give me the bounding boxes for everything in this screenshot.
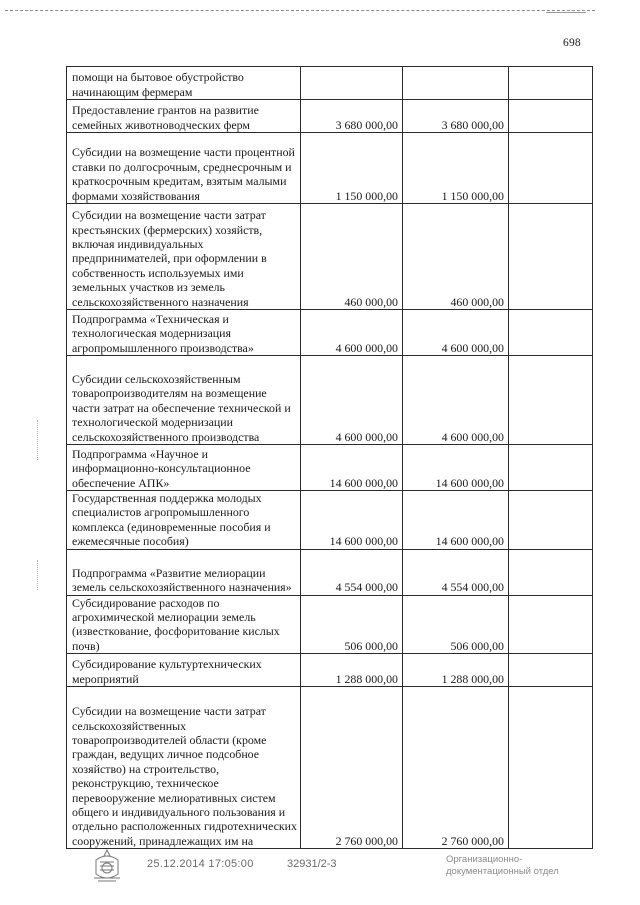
row-name: Подпрограмма «Научное и информационно-консультационное обеспечение АПК» bbox=[72, 446, 251, 490]
emblem-icon bbox=[90, 848, 124, 884]
row-name: Государственная поддержка молодых специалистов агропромышленного комплекса (единовременные пособия и ежемесячные пособия) bbox=[72, 491, 271, 549]
row-value-planned: 14 600 000,00 bbox=[301, 445, 403, 491]
row-empty-cell bbox=[509, 549, 593, 595]
row-value-planned: 1 288 000,00 bbox=[301, 654, 403, 687]
row-name-cell bbox=[67, 67, 301, 100]
row-empty-cell bbox=[509, 445, 593, 491]
row-name: Субсидии на возмещение части затрат крестьянских (фермерских) хозяйств, включая индивидуальных предпринимателей, при оформлении в собственность используемых ими земельных участков из земель сельскохозяйственного назначения bbox=[72, 208, 267, 309]
footer-department-stamp: Организационно-документационный отдел bbox=[446, 854, 559, 877]
row-value-planned: 14 600 000,00 bbox=[301, 491, 403, 550]
table-row bbox=[67, 67, 593, 100]
row-name: Предоставление грантов на развитие семейных животноводческих ферм bbox=[72, 103, 259, 132]
row-name-cell bbox=[67, 595, 301, 654]
row-empty-cell bbox=[509, 133, 593, 204]
page-number: 698 bbox=[563, 37, 581, 49]
row-name-cell bbox=[67, 491, 301, 550]
row-name-cell bbox=[67, 100, 301, 133]
row-name: Подпрограмма «Техническая и технологическая модернизация агропромышленного производства» bbox=[72, 311, 254, 355]
row-value-approved: 3 680 000,00 bbox=[403, 100, 509, 133]
row-name-cell bbox=[67, 549, 301, 595]
top-scribble-mark bbox=[546, 2, 590, 13]
budget-table bbox=[66, 66, 593, 849]
table-row bbox=[67, 356, 593, 445]
row-name: Субсидирование расходов по агрохимической мелиорации земель (известкование, фосфоритование кислых почв) bbox=[72, 595, 280, 653]
row-empty-cell bbox=[509, 356, 593, 445]
table-row bbox=[67, 549, 593, 595]
row-value-planned: 460 000,00 bbox=[301, 204, 403, 310]
row-name: Субсидии на возмещение части процентной ставки по долгосрочным, среднесрочным и краткосрочным кредитам, взятым малыми формами хозяйствования bbox=[72, 145, 295, 203]
row-empty-cell bbox=[509, 687, 593, 849]
row-value-planned: 2 760 000,00 bbox=[301, 687, 403, 849]
table-row bbox=[67, 491, 593, 550]
table-row bbox=[67, 133, 593, 204]
row-value-approved: 460 000,00 bbox=[403, 204, 509, 310]
row-empty-cell bbox=[509, 491, 593, 550]
margin-mark bbox=[37, 560, 38, 590]
row-name: помощи на бытовое обустройство начинающим фермерам bbox=[72, 70, 244, 99]
row-name-cell bbox=[67, 687, 301, 849]
table-row bbox=[67, 100, 593, 133]
row-value-approved: 506 000,00 bbox=[403, 595, 509, 654]
row-value-planned bbox=[301, 67, 403, 100]
footer-datetime: 25.12.2014 17:05:00 bbox=[147, 858, 254, 870]
row-name-cell bbox=[67, 356, 301, 445]
row-name-cell bbox=[67, 133, 301, 204]
row-value-planned: 4 600 000,00 bbox=[301, 310, 403, 356]
row-name: Подпрограмма «Развитие мелиорации земель сельскохозяйственного назначения» bbox=[72, 565, 292, 595]
row-value-planned: 3 680 000,00 bbox=[301, 100, 403, 133]
row-value-approved: 14 600 000,00 bbox=[403, 491, 509, 550]
row-name: Субсидии на возмещение части затрат сельскохозяйственных товаропроизводителей области (кроме граждан, ведущих личное подсобное хозяйство) на строительство, реконструкцию, техническое перевооружение мелиоративных систем общего и индивидуального пользования и отдельно расположенных гидротехнических сооружений, принадлежащих им на bbox=[72, 704, 297, 848]
row-name-cell bbox=[67, 654, 301, 687]
row-name-cell bbox=[67, 445, 301, 491]
row-value-approved: 1 288 000,00 bbox=[403, 654, 509, 687]
row-name-cell bbox=[67, 310, 301, 356]
row-value-planned: 4 554 000,00 bbox=[301, 549, 403, 595]
table-row bbox=[67, 204, 593, 310]
page-footer bbox=[0, 848, 640, 898]
row-empty-cell bbox=[509, 595, 593, 654]
table-row bbox=[67, 445, 593, 491]
row-value-approved: 1 150 000,00 bbox=[403, 133, 509, 204]
table-row bbox=[67, 687, 593, 849]
row-value-planned: 4 600 000,00 bbox=[301, 356, 403, 445]
table-row bbox=[67, 310, 593, 356]
budget-table-body bbox=[67, 67, 593, 849]
row-name-cell bbox=[67, 204, 301, 310]
row-empty-cell bbox=[509, 310, 593, 356]
row-value-planned: 1 150 000,00 bbox=[301, 133, 403, 204]
row-value-approved: 4 600 000,00 bbox=[403, 356, 509, 445]
row-value-approved: 4 600 000,00 bbox=[403, 310, 509, 356]
margin-mark bbox=[37, 420, 38, 460]
row-value-approved: 2 760 000,00 bbox=[403, 687, 509, 849]
table-row bbox=[67, 595, 593, 654]
footer-doc-number: 32931/2-3 bbox=[287, 858, 337, 870]
table-row bbox=[67, 654, 593, 687]
row-value-approved: 14 600 000,00 bbox=[403, 445, 509, 491]
row-value-approved: 4 554 000,00 bbox=[403, 549, 509, 595]
row-empty-cell bbox=[509, 654, 593, 687]
top-dashed-rule bbox=[5, 10, 595, 11]
row-empty-cell bbox=[509, 100, 593, 133]
row-value-approved bbox=[403, 67, 509, 100]
row-empty-cell bbox=[509, 204, 593, 310]
row-name: Субсидирование культуртехнических мероприятий bbox=[72, 657, 262, 686]
row-empty-cell bbox=[509, 67, 593, 100]
row-value-planned: 506 000,00 bbox=[301, 595, 403, 654]
row-name: Субсидии сельскохозяйственным товаропроизводителям на возмещение части затрат на обеспечение технической и технологической модернизации сельскохозяйственного производства bbox=[72, 371, 291, 444]
